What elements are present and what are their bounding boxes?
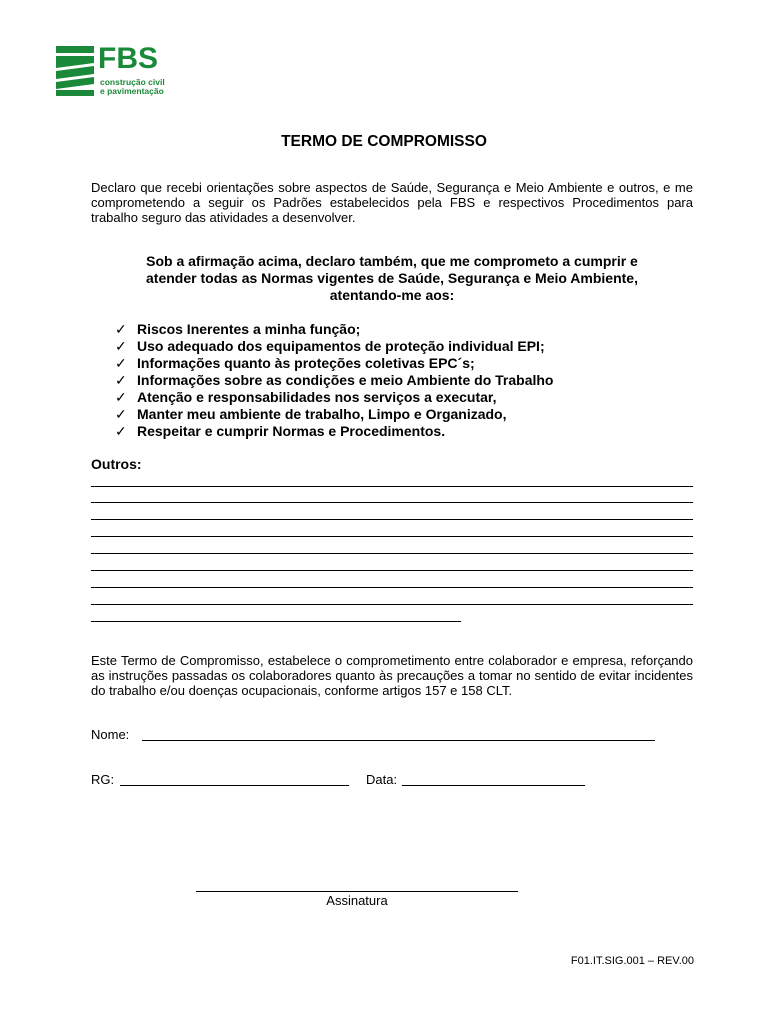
nome-label: Nome: — [91, 727, 130, 742]
checklist-item — [115, 372, 553, 389]
outros-writing-line[interactable] — [91, 570, 693, 571]
outros-writing-line[interactable] — [91, 519, 693, 520]
checklist-item — [115, 423, 553, 440]
checkmark-icon: ✓ — [115, 372, 127, 388]
outros-label: Outros: — [91, 456, 142, 472]
checklist-item-text: Informações quanto às proteções coletivas EPC´s; — [137, 355, 475, 371]
signature-line[interactable] — [196, 891, 518, 892]
checklist-item — [115, 406, 553, 423]
logo-tagline-line1: construção civil — [100, 77, 165, 87]
checklist-item — [115, 389, 553, 406]
logo-brand: FBS — [98, 42, 158, 75]
checklist-item-text: Riscos Inerentes a minha função; — [137, 321, 361, 337]
commitment-checklist — [115, 321, 553, 440]
rg-label: RG: — [91, 772, 115, 787]
outros-writing-line[interactable] — [91, 553, 693, 554]
checklist-item-text: Atenção e responsabilidades nos serviços a executar, — [137, 389, 497, 405]
signature-label: Assinatura — [326, 893, 388, 908]
checklist-item — [115, 355, 553, 372]
outros-writing-line[interactable] — [91, 486, 693, 487]
checkmark-icon: ✓ — [115, 321, 127, 337]
closing-paragraph: Este Termo de Compromisso, estabelece o comprometimento entre colaborador e empresa, reforçando as instruções passadas os colaboradores quanto às precauções a tomar no sentido de evitar incidentes do trabalho e/ou doenças ocupacionais, conforme artigos 157 e 158 CLT. — [91, 653, 693, 698]
outros-writing-line[interactable] — [91, 604, 693, 605]
outros-writing-line[interactable] — [91, 587, 693, 588]
checklist-item-text: Manter meu ambiente de trabalho, Limpo e Organizado, — [137, 406, 507, 422]
document-code: F01.IT.SIG.001 – REV.00 — [570, 955, 694, 967]
company-logo — [56, 44, 166, 100]
intro-paragraph: Declaro que recebi orientações sobre aspectos de Saúde, Segurança e Meio Ambiente e outros, e me comprometendo a seguir os Padrões estabelecidos pela FBS e respectivos Procedimentos para trabalho seguro das atividades a desenvolver. — [91, 180, 693, 225]
checklist-item-text: Uso adequado dos equipamentos de proteção individual EPI; — [137, 338, 545, 354]
checklist-item-text: Informações sobre as condições e meio Ambiente do Trabalho — [137, 372, 554, 388]
date-field[interactable] — [402, 785, 585, 786]
logo-tagline — [100, 78, 165, 96]
checkmark-icon: ✓ — [115, 338, 127, 354]
checkmark-icon: ✓ — [115, 406, 127, 422]
declaration-line: atentando-me aos: — [329, 287, 455, 303]
outros-writing-line[interactable] — [91, 536, 693, 537]
data-label: Data: — [366, 772, 398, 787]
checkmark-icon: ✓ — [115, 389, 127, 405]
outros-writing-line[interactable] — [91, 621, 461, 622]
logo-tagline-line2: e pavimentação — [100, 86, 164, 96]
checklist-item — [115, 321, 553, 338]
checkmark-icon: ✓ — [115, 355, 127, 371]
declaration-line: Sob a afirmação acima, declaro também, que me comprometo a cumprir e — [146, 253, 638, 269]
fbs-logo-mark-icon — [56, 46, 94, 96]
outros-writing-line[interactable] — [91, 502, 693, 503]
nome-field[interactable] — [142, 740, 655, 741]
checklist-item-text: Respeitar e cumprir Normas e Procedimentos. — [137, 423, 446, 439]
checklist-item — [115, 338, 553, 355]
declaration-line: atender todas as Normas vigentes de Saúde, Segurança e Meio Ambiente, — [146, 270, 638, 286]
page-title: TERMO DE COMPROMISSO — [281, 133, 487, 150]
checkmark-icon: ✓ — [115, 423, 127, 439]
rg-field[interactable] — [120, 785, 349, 786]
declaration-block — [91, 253, 693, 304]
